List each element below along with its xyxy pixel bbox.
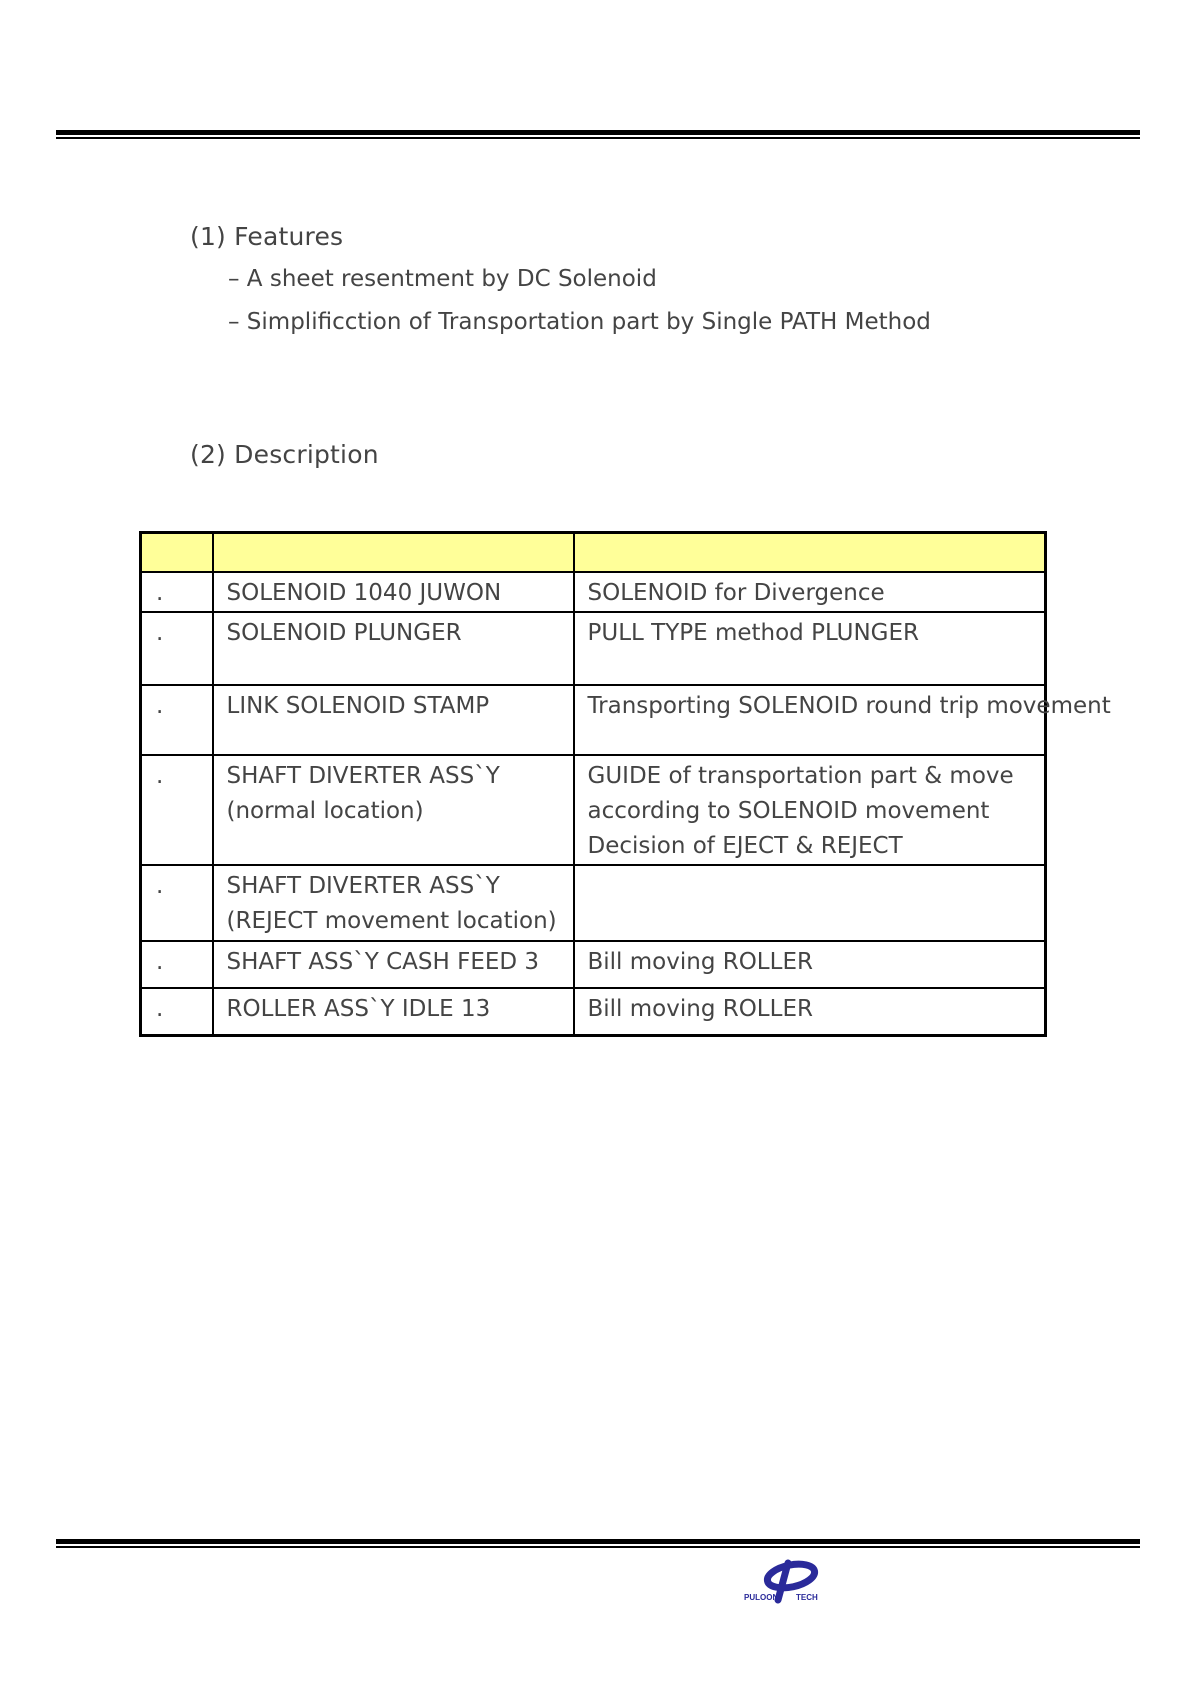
part-description-cell xyxy=(574,988,1046,1035)
logo-text-left: PULOON xyxy=(744,1593,779,1602)
part-description-line: Bill moving ROLLER xyxy=(587,996,813,1022)
part-name-cell xyxy=(213,612,574,685)
puloon-tech-logo xyxy=(744,1556,828,1606)
row-number-cell: . xyxy=(141,685,213,755)
part-description-line: according to SOLENOID movement xyxy=(587,798,990,824)
footer-rule-thick xyxy=(56,1539,1140,1544)
part-name-line: SHAFT DIVERTER ASS`Y xyxy=(226,873,500,899)
part-name-line: LINK SOLENOID STAMP xyxy=(226,693,490,719)
header-cell-description xyxy=(574,533,1046,573)
part-name-cell xyxy=(213,755,574,865)
part-description-cell xyxy=(574,941,1046,988)
header-cell-part xyxy=(213,533,574,573)
feature-item-1: – A sheet resentment by DC Solenoid xyxy=(228,266,657,292)
table-row xyxy=(141,572,1046,612)
logo-text-right: TECH xyxy=(796,1593,818,1602)
row-number-cell: . xyxy=(141,572,213,612)
part-description-cell xyxy=(574,685,1111,755)
header-rule-thick xyxy=(56,130,1140,135)
part-description-cell xyxy=(574,612,1046,685)
footer-rule-thin xyxy=(56,1546,1140,1548)
part-name-line: SOLENOID 1040 JUWON xyxy=(226,580,502,606)
row-number-cell: . xyxy=(141,612,213,685)
header-cell-number xyxy=(141,533,213,573)
part-name-line: SOLENOID PLUNGER xyxy=(226,620,462,646)
part-description-cell xyxy=(574,865,1046,941)
part-name-line: (normal location) xyxy=(226,798,424,824)
table-row xyxy=(141,941,1046,988)
table-row xyxy=(141,685,1046,755)
part-description-line: Decision of EJECT & REJECT xyxy=(587,833,903,859)
part-name-line: (REJECT movement location) xyxy=(226,908,557,934)
part-name-line: ROLLER ASS`Y IDLE 13 xyxy=(226,996,491,1022)
part-description-cell xyxy=(574,572,1046,612)
feature-item-2: – Simplificction of Transportation part by Single PATH Method xyxy=(228,309,931,335)
part-name-cell xyxy=(213,685,574,755)
row-number-cell: . xyxy=(141,988,213,1035)
row-number-cell: . xyxy=(141,941,213,988)
part-description-line: Transporting SOLENOID round trip movement xyxy=(587,693,1111,719)
table-header-row xyxy=(141,533,1046,573)
part-description-line: PULL TYPE method PLUNGER xyxy=(587,620,920,646)
header-rule-thin xyxy=(56,137,1140,139)
part-description-cell xyxy=(574,755,1046,865)
part-description-line: GUIDE of transportation part & move xyxy=(587,763,1014,789)
part-name-cell xyxy=(213,988,574,1035)
part-name-cell xyxy=(213,941,574,988)
row-number-cell: . xyxy=(141,865,213,941)
part-name-line: SHAFT DIVERTER ASS`Y xyxy=(226,763,500,789)
part-description-line: Bill moving ROLLER xyxy=(587,949,813,975)
part-name-cell xyxy=(213,865,574,941)
part-name-line: SHAFT ASS`Y CASH FEED 3 xyxy=(226,949,540,975)
table-row xyxy=(141,988,1046,1035)
table-row xyxy=(141,755,1046,865)
row-number-cell: . xyxy=(141,755,213,865)
table-row xyxy=(141,612,1046,685)
description-table xyxy=(139,531,1111,1037)
features-heading: (1) Features xyxy=(190,222,344,251)
description-heading: (2) Description xyxy=(190,440,379,469)
table-row xyxy=(141,865,1046,941)
part-name-cell xyxy=(213,572,574,612)
part-description-line: SOLENOID for Divergence xyxy=(587,580,885,606)
